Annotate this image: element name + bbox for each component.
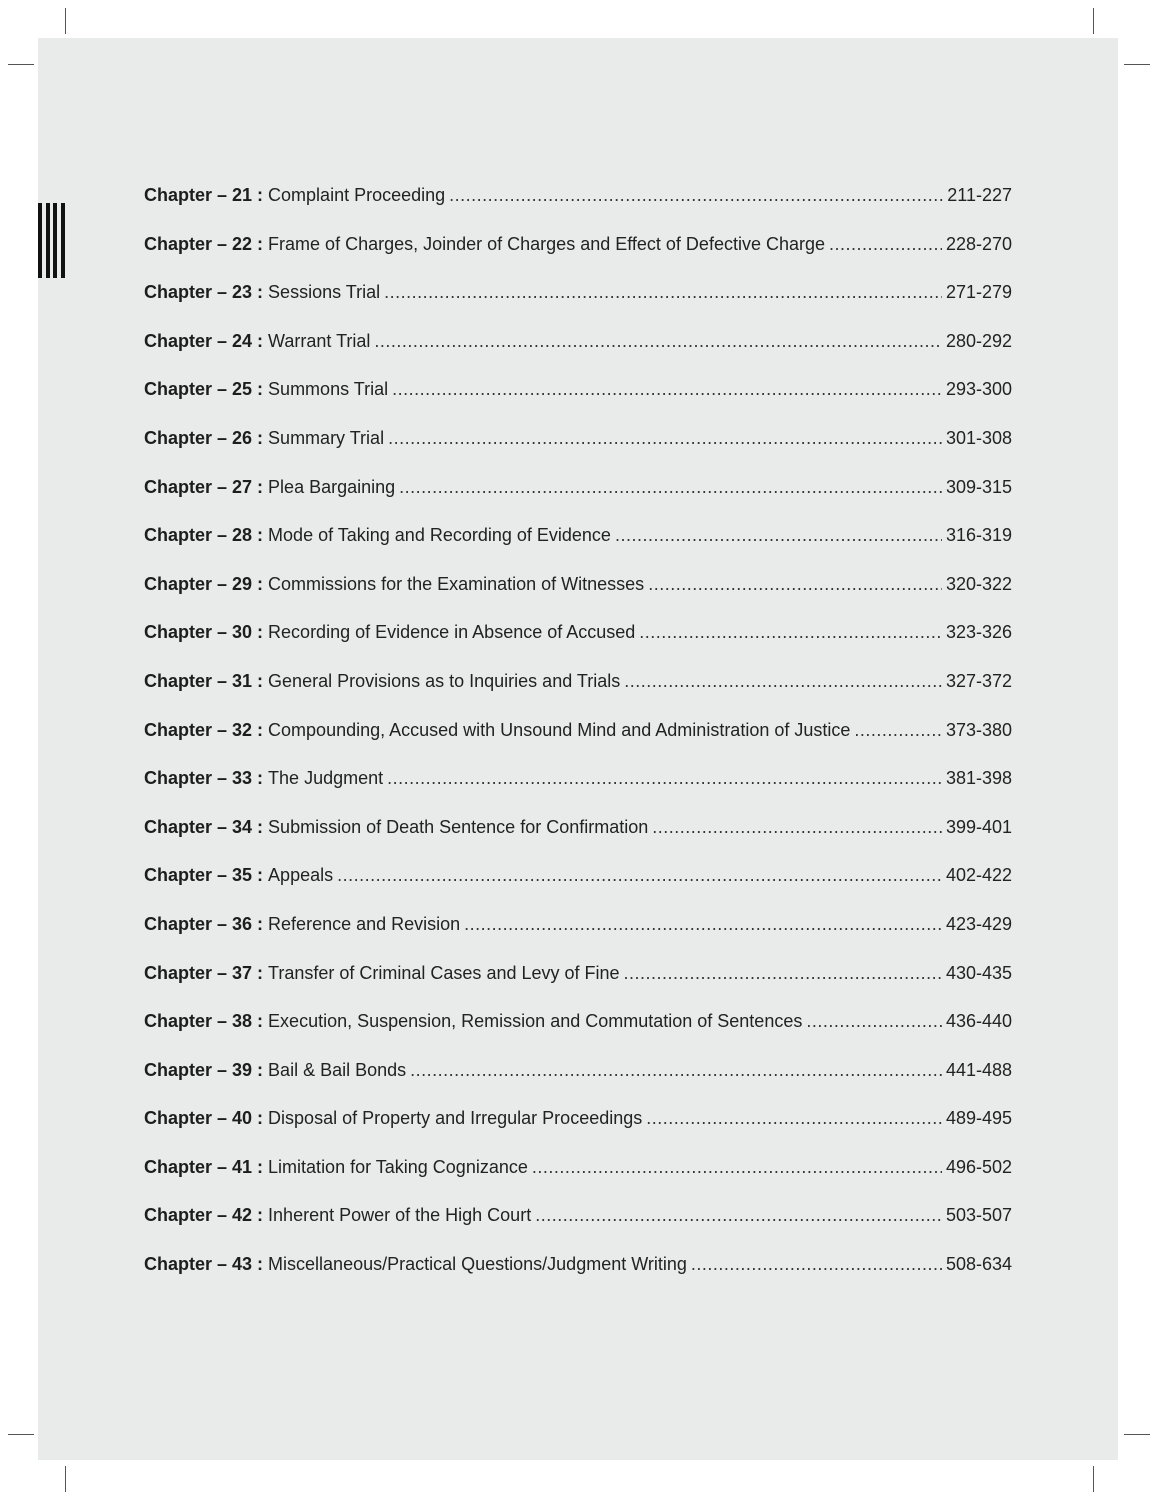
page-range: 228-270 <box>945 233 1012 254</box>
dot-leader <box>646 1108 942 1129</box>
page-range: 327-372 <box>945 670 1012 691</box>
chapter-title: Recording of Evidence in Absence of Accused <box>268 622 636 643</box>
thumb-tab-bar <box>46 203 50 278</box>
dot-leader <box>449 185 943 206</box>
chapter-number: Chapter – 26 : <box>144 427 264 448</box>
page-range: 503-507 <box>945 1205 1012 1226</box>
chapter-number: Chapter – 38 : <box>144 1011 264 1032</box>
chapter-title: Disposal of Property and Irregular Proceedings <box>268 1108 643 1129</box>
dot-leader <box>464 914 942 935</box>
page-range: 508-634 <box>945 1254 1012 1275</box>
chapter-number: Chapter – 43 : <box>144 1254 264 1275</box>
dot-leader <box>388 428 942 449</box>
toc-entry <box>144 331 1012 380</box>
chapter-title: Plea Bargaining <box>268 476 396 497</box>
dot-leader <box>535 1205 942 1226</box>
page-range: 323-326 <box>945 622 1012 643</box>
chapter-title: Summons Trial <box>268 379 389 400</box>
crop-mark <box>1093 8 1094 34</box>
chapter-title: Complaint Proceeding <box>268 185 446 205</box>
dot-leader <box>399 477 942 498</box>
chapter-number: Chapter – 23 : <box>144 282 264 303</box>
dot-leader <box>387 768 942 789</box>
dot-leader <box>648 574 942 595</box>
chapter-number: Chapter – 35 : <box>144 865 264 886</box>
chapter-number: Chapter – 34 : <box>144 816 264 837</box>
dot-leader <box>384 282 942 303</box>
thumb-index-tab <box>38 203 65 278</box>
thumb-tab-bar <box>61 203 65 278</box>
toc-entry <box>144 477 1012 526</box>
chapter-title: Appeals <box>268 865 334 886</box>
page-range: 436-440 <box>945 1011 1012 1032</box>
toc-entry <box>144 428 1012 477</box>
chapter-title: The Judgment <box>268 768 384 789</box>
thumb-tab-bar <box>38 203 42 278</box>
chapter-number: Chapter – 30 : <box>144 622 264 643</box>
toc-entry <box>144 914 1012 963</box>
chapter-number: Chapter – 31 : <box>144 670 264 691</box>
crop-mark <box>8 64 34 65</box>
chapter-number: Chapter – 36 : <box>144 913 264 934</box>
page-range: 441-488 <box>945 1059 1012 1080</box>
dot-leader <box>691 1254 942 1275</box>
chapter-number: Chapter – 27 : <box>144 476 264 497</box>
toc-entry <box>144 1108 1012 1157</box>
chapter-title: Mode of Taking and Recording of Evidence <box>268 525 611 546</box>
chapter-number: Chapter – 25 : <box>144 379 264 400</box>
chapter-title: Compounding, Accused with Unsound Mind and Administration of Justice <box>268 719 851 740</box>
chapter-number: Chapter – 24 : <box>144 330 264 351</box>
dot-leader <box>624 671 942 692</box>
toc-entry <box>144 720 1012 769</box>
chapter-title: Miscellaneous/Practical Questions/Judgment Writing <box>268 1254 687 1275</box>
page-range: 430-435 <box>945 962 1012 983</box>
chapter-title: Warrant Trial <box>268 330 371 351</box>
dot-leader <box>624 963 942 984</box>
chapter-title: Sessions Trial <box>268 282 381 303</box>
chapter-title: Limitation for Taking Cognizance <box>268 1156 528 1177</box>
crop-mark <box>1124 64 1150 65</box>
dot-leader <box>337 865 942 886</box>
toc-entry <box>144 1254 1012 1303</box>
chapter-title: Frame of Charges, Joinder of Charges and Effect of Defective Charge <box>268 233 826 254</box>
chapter-number: Chapter – 42 : <box>144 1205 264 1226</box>
dot-leader <box>532 1157 942 1178</box>
toc-entry <box>144 1205 1012 1254</box>
chapter-number: Chapter – 28 : <box>144 525 264 546</box>
toc-entry <box>144 865 1012 914</box>
page-range: 373-380 <box>945 719 1012 740</box>
page-range: 309-315 <box>945 476 1012 497</box>
page-range: 301-308 <box>945 427 1012 448</box>
chapter-number: Chapter – 41 : <box>144 1156 264 1177</box>
page-range: 271-279 <box>945 282 1012 303</box>
chapter-number: Chapter – 21 : <box>144 185 264 205</box>
crop-mark <box>1093 1466 1094 1492</box>
toc-entry <box>144 1157 1012 1206</box>
crop-mark <box>1124 1434 1150 1435</box>
chapter-title: Execution, Suspension, Remission and Commutation of Sentences <box>268 1011 803 1032</box>
dot-leader <box>392 379 942 400</box>
chapter-title: Summary Trial <box>268 427 385 448</box>
page-range: 399-401 <box>945 816 1012 837</box>
chapter-title: Commissions for the Examination of Witnesses <box>268 573 645 594</box>
page-range: 423-429 <box>945 913 1012 934</box>
crop-mark <box>65 8 66 34</box>
crop-mark <box>8 1434 34 1435</box>
page-range: 280-292 <box>945 330 1012 351</box>
chapter-number: Chapter – 32 : <box>144 719 264 740</box>
chapter-title: Inherent Power of the High Court <box>268 1205 532 1226</box>
chapter-number: Chapter – 40 : <box>144 1108 264 1129</box>
dot-leader <box>639 622 942 643</box>
toc-entry <box>144 379 1012 428</box>
page-range: 211-227 <box>947 185 1012 205</box>
chapter-title: General Provisions as to Inquiries and Trials <box>268 670 621 691</box>
dot-leader <box>410 1060 942 1081</box>
chapter-number: Chapter – 37 : <box>144 962 264 983</box>
dot-leader <box>652 817 942 838</box>
toc-entry <box>144 817 1012 866</box>
page-range: 489-495 <box>945 1108 1012 1129</box>
thumb-tab-bar <box>53 203 57 278</box>
toc-entry <box>144 963 1012 1012</box>
crop-mark <box>65 1466 66 1492</box>
chapter-title: Reference and Revision <box>268 913 461 934</box>
chapter-number: Chapter – 29 : <box>144 573 264 594</box>
chapter-number: Chapter – 33 : <box>144 768 264 789</box>
toc-entry <box>144 671 1012 720</box>
chapter-number: Chapter – 22 : <box>144 233 264 254</box>
dot-leader <box>806 1011 942 1032</box>
toc-entry <box>144 282 1012 331</box>
page-range: 293-300 <box>945 379 1012 400</box>
page-range: 381-398 <box>945 768 1012 789</box>
page-range: 496-502 <box>945 1156 1012 1177</box>
table-of-contents <box>144 185 1012 1303</box>
toc-entry <box>144 1011 1012 1060</box>
dot-leader <box>829 234 942 255</box>
page-range: 316-319 <box>945 525 1012 546</box>
dot-leader <box>615 525 942 546</box>
toc-entry <box>144 185 1012 234</box>
toc-entry <box>144 234 1012 283</box>
dot-leader <box>854 720 942 741</box>
dot-leader <box>374 331 942 352</box>
page-range: 320-322 <box>945 573 1012 594</box>
chapter-title: Submission of Death Sentence for Confirmation <box>268 816 649 837</box>
toc-entry <box>144 622 1012 671</box>
toc-entry <box>144 1060 1012 1109</box>
toc-entry <box>144 525 1012 574</box>
chapter-number: Chapter – 39 : <box>144 1059 264 1080</box>
toc-entry <box>144 574 1012 623</box>
chapter-title: Bail & Bail Bonds <box>268 1059 407 1080</box>
page-range: 402-422 <box>945 865 1012 886</box>
chapter-title: Transfer of Criminal Cases and Levy of Fine <box>268 962 620 983</box>
toc-entry <box>144 768 1012 817</box>
